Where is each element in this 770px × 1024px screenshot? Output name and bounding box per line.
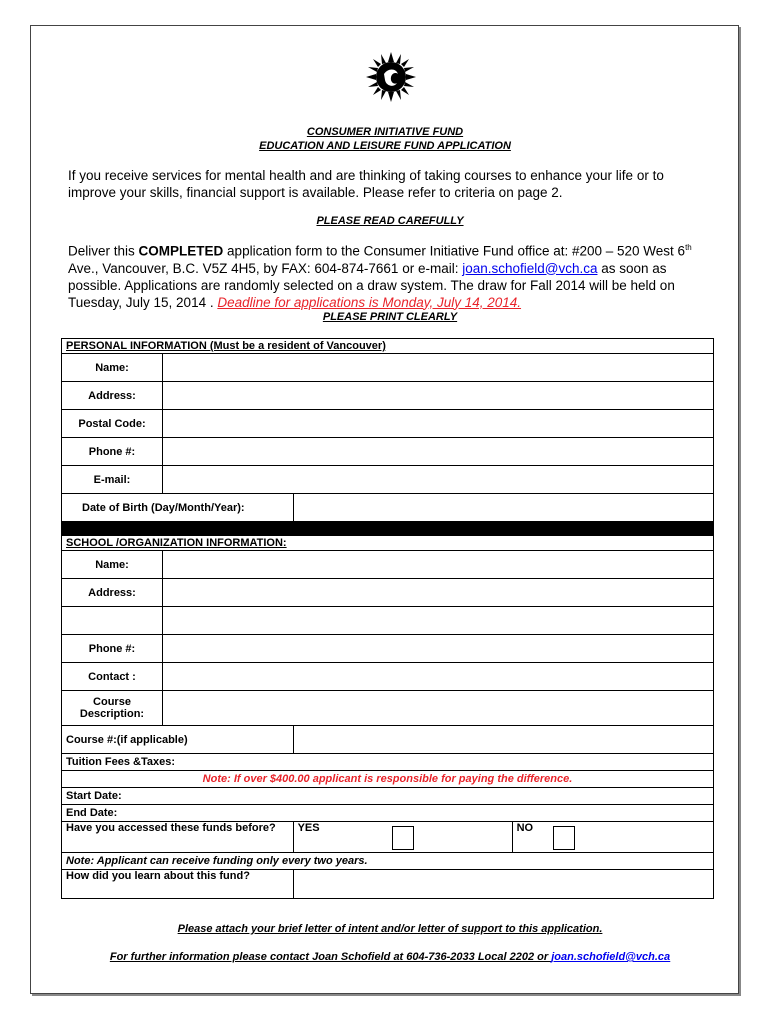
school-address-field[interactable] (163, 579, 714, 607)
contact-label: Contact : (62, 663, 163, 691)
personal-phone-field[interactable] (163, 438, 714, 466)
no-label: NO (516, 822, 534, 834)
personal-section-heading: PERSONAL INFORMATION (Must be a resident of Vancouver) (62, 339, 714, 354)
school-name-field[interactable] (163, 551, 714, 579)
fees-note: Note: If over $400.00 applicant is responsible for paying the difference. (62, 771, 714, 788)
section-divider-bar (62, 522, 714, 536)
no-cell (512, 822, 713, 853)
deliver-text-4: as soon as possible. Applications are randomly selected on a draw system. The draw for Fall 2014 will be held on Tuesday, July 15, 2014 . (68, 260, 675, 310)
start-date-label: Start Date: (62, 788, 714, 805)
yes-label: YES (297, 822, 320, 834)
personal-name-label: Name: (62, 354, 163, 382)
school-address-label-blank (62, 607, 163, 635)
tuition-label: Tuition Fees &Taxes: (62, 754, 714, 771)
email-field[interactable] (163, 466, 714, 494)
school-name-label: Name: (62, 551, 163, 579)
contact-email-link[interactable]: joan.schofield@vch.ca (551, 951, 671, 963)
personal-address-field[interactable] (163, 382, 714, 410)
attach-letter-notice: Please attach your brief letter of intent and/or letter of support to this application. (177, 923, 603, 935)
sunburst-logo-icon (366, 52, 416, 102)
personal-phone-label: Phone #: (62, 438, 163, 466)
course-number-label: Course #:(if applicable) (62, 726, 294, 754)
school-address-label: Address: (62, 579, 163, 607)
learn-about-fund-label: How did you learn about this fund? (62, 870, 294, 899)
intro-paragraph: If you receive services for mental health and are thinking of taking courses to enhance your life or to improve your skills, financial support is available. Please refer to criteria on page 2. (68, 168, 664, 200)
school-phone-label: Phone #: (62, 635, 163, 663)
personal-name-field[interactable] (163, 354, 714, 382)
deliver-text-1: Deliver this (68, 243, 139, 259)
accessed-funds-label: Have you accessed these funds before? (62, 822, 294, 853)
no-checkbox[interactable] (553, 826, 575, 850)
end-date-label: End Date: (62, 805, 714, 822)
ordinal-suffix: th (685, 243, 692, 252)
application-form-table (61, 338, 714, 899)
completed-emphasis: COMPLETED (138, 243, 224, 259)
deliver-text-3: Ave., Vancouver, B.C. V5Z 4H5, by FAX: 604-874-7661 or e-mail: (68, 260, 463, 276)
email-label: E-mail: (62, 466, 163, 494)
funding-frequency-note: Note: Applicant can receive funding only every two years. (62, 853, 714, 870)
course-description-field[interactable] (163, 691, 714, 726)
postal-code-label: Postal Code: (62, 410, 163, 438)
contact-field[interactable] (163, 663, 714, 691)
school-section-heading: SCHOOL /ORGANIZATION INFORMATION: (62, 536, 714, 551)
please-read-notice: PLEASE READ CAREFULLY (316, 215, 464, 227)
yes-cell (293, 822, 512, 853)
yes-checkbox[interactable] (392, 826, 414, 850)
email-link[interactable]: joan.schofield@vch.ca (462, 260, 598, 276)
please-print-notice: PLEASE PRINT CLEARLY (322, 311, 458, 323)
form-title: CONSUMER INITIATIVE FUND (306, 126, 464, 138)
deliver-text-2: application form to the Consumer Initiative Fund office at: #200 – 520 West 6 (223, 243, 686, 259)
delivery-instructions (68, 239, 718, 311)
course-description-label: Course Description: (62, 691, 163, 726)
dob-label: Date of Birth (Day/Month/Year): (62, 494, 294, 522)
course-number-field[interactable] (293, 726, 713, 754)
postal-code-field[interactable] (163, 410, 714, 438)
school-phone-field[interactable] (163, 635, 714, 663)
dob-field[interactable] (293, 494, 713, 522)
deadline-notice: Deadline for applications is Monday, July 14, 2014. (217, 294, 522, 310)
form-subtitle: EDUCATION AND LEISURE FUND APPLICATION (259, 140, 511, 152)
personal-address-label: Address: (62, 382, 163, 410)
further-info-text: For further information please contact Joan Schofield at 604-736-2033 Local 2202 or (109, 951, 552, 963)
learn-about-fund-field[interactable] (293, 870, 713, 899)
school-address-field-2[interactable] (163, 607, 714, 635)
further-info-notice (0, 951, 770, 963)
